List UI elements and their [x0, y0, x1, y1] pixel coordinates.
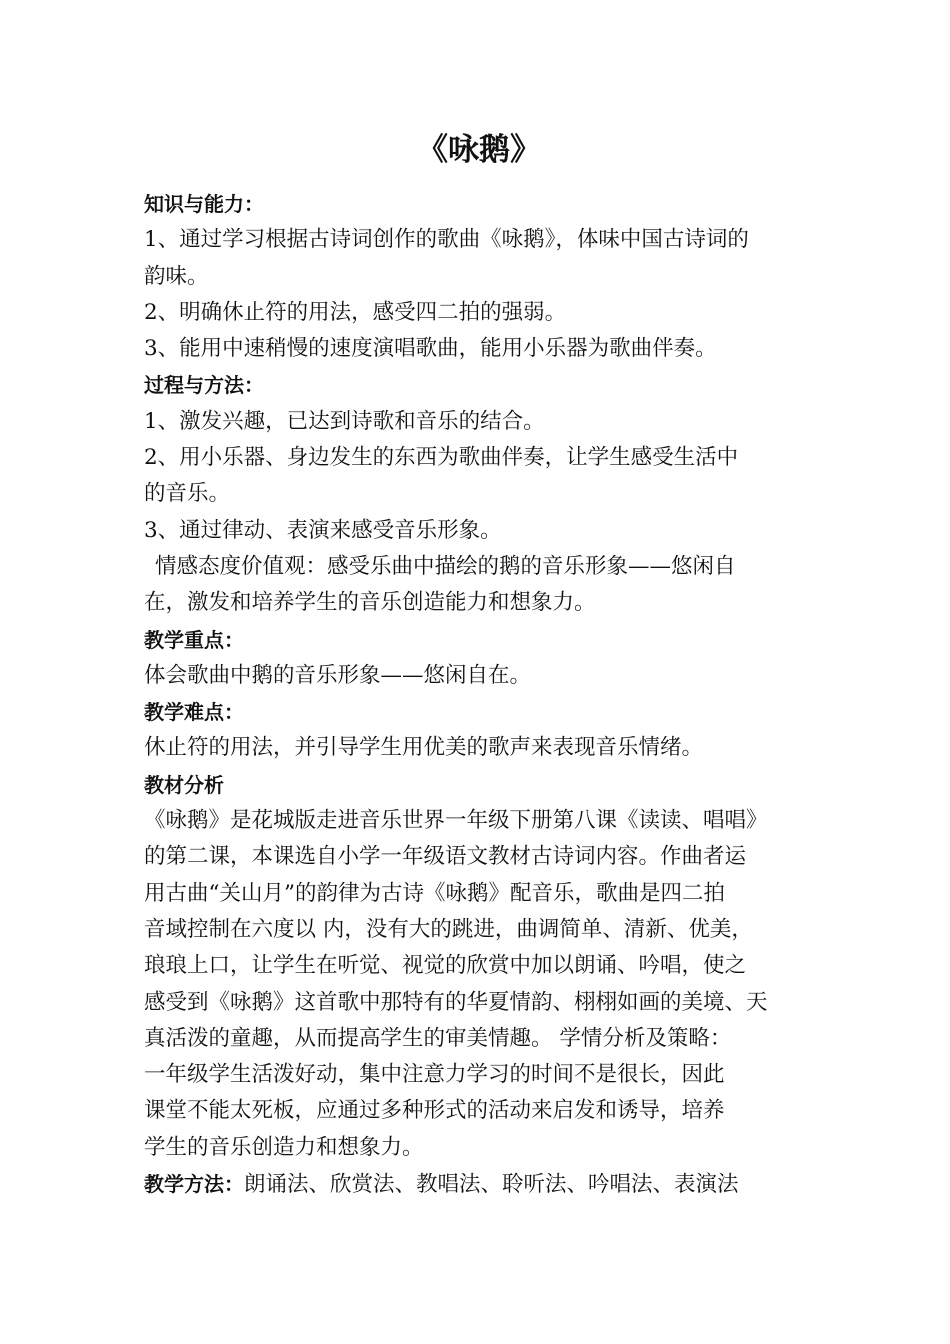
analysis-line: 一年级学生活泼好动，集中注意力学习的时间不是很长，因此 [144, 1062, 725, 1088]
methods-heading: 教学方法： [144, 1172, 244, 1197]
analysis-line: 课堂不能太死板，应通过多种形式的活动来启发和诱导，培养 [144, 1098, 725, 1124]
key-points-line: 体会歌曲中鹅的音乐形象——悠闲自在。 [144, 662, 532, 688]
process-line: 3、通过律动、表演来感受音乐形象。 [144, 517, 502, 543]
process-line: 的音乐。 [144, 481, 231, 507]
methods-line [144, 1166, 814, 1202]
knowledge-line: 3、能用中速稍慢的速度演唱歌曲，能用小乐器为歌曲伴奏。 [144, 336, 717, 362]
analysis-line: 真活泼的童趣，从而提高学生的审美情趣。 学情分析及策略： [144, 1025, 732, 1051]
document-body [144, 186, 814, 1202]
key-points-heading: 教学重点： [144, 627, 244, 652]
analysis-heading: 教材分析 [144, 772, 224, 797]
emotion-line: 情感态度价值观：感受乐曲中描绘的鹅的音乐形象——悠闲自 [155, 553, 736, 579]
knowledge-line: 1、通过学习根据古诗词创作的歌曲《咏鹅》，体味中国古诗词的 [144, 227, 749, 253]
analysis-line: 琅琅上口，让学生在听觉、视觉的欣赏中加以朗诵、吟唱，使之 [144, 953, 747, 979]
difficulties-line: 休止符的用法，并引导学生用优美的歌声来表现音乐情绪。 [144, 735, 704, 761]
knowledge-line: 2、明确休止符的用法，感受四二拍的强弱。 [144, 299, 567, 325]
process-line: 2、用小乐器、身边发生的东西为歌曲伴奏，让学生感受生活中 [144, 445, 739, 471]
methods-text: 朗诵法、欣赏法、教唱法、聆听法、吟唱法、表演法 [244, 1172, 739, 1198]
knowledge-line: 韵味。 [144, 263, 209, 289]
analysis-line: 的第二课，本课选自小学一年级语文教材古诗词内容。作曲者运 [144, 844, 747, 870]
analysis-line: 音域控制在六度以 内，没有大的跳进，曲调简单、清新、优美， [144, 916, 753, 942]
analysis-line: 用古曲“关山月”的韵律为古诗《咏鹅》配音乐，歌曲是四二拍 [144, 880, 725, 906]
difficulties-heading: 教学难点： [144, 700, 244, 725]
emotion-line: 在，激发和培养学生的音乐创造能力和想象力。 [144, 590, 596, 616]
process-heading: 过程与方法： [144, 373, 264, 398]
page-title: 《咏鹅》 [417, 132, 541, 168]
analysis-line: 学生的音乐创造力和想象力。 [144, 1134, 424, 1160]
analysis-line: 《咏鹅》是花城版走进音乐世界一年级下册第八课《读读、唱唱》 [144, 808, 768, 834]
process-line: 1、激发兴趣，已达到诗歌和音乐的结合。 [144, 408, 545, 434]
knowledge-heading: 知识与能力： [144, 192, 264, 216]
analysis-line: 感受到《咏鹅》这首歌中那特有的华夏情韵、栩栩如画的美境、天 [144, 989, 768, 1015]
